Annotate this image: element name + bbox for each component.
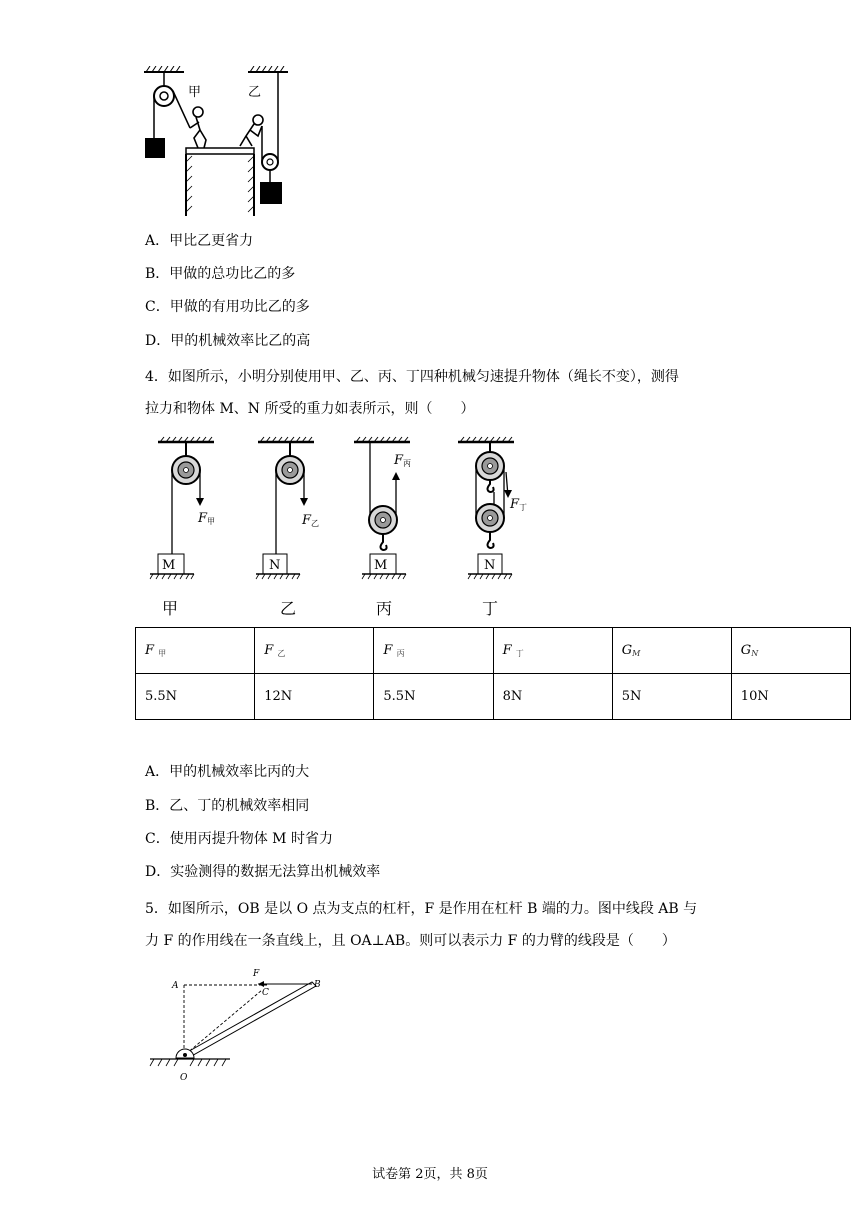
header-cell-f-yi: F $_乙$ bbox=[255, 628, 374, 674]
q3-label-jia: 甲 bbox=[188, 85, 202, 100]
point-o-label: O bbox=[180, 1073, 188, 1083]
q4-force-sub-bing: 丙 bbox=[403, 459, 411, 468]
table-row bbox=[136, 674, 851, 720]
q4-caption-jia: 甲 bbox=[162, 599, 179, 618]
table-cell: 5N bbox=[612, 674, 731, 720]
q4-box-label-ding: N bbox=[484, 558, 496, 573]
header-cell-g-n: $G_N$ bbox=[731, 628, 850, 674]
q4-figure bbox=[140, 432, 540, 622]
q4-force-letter-ding: F bbox=[510, 497, 520, 512]
point-c-label: C bbox=[262, 988, 269, 998]
q4-stem-line1: 4．如图所示，小明分别使用甲、乙、丙、丁四种机械匀速提升物体（绳长不变），测得 bbox=[145, 369, 679, 385]
q3-figure bbox=[140, 66, 300, 218]
q4-caption-yi: 乙 bbox=[280, 599, 297, 618]
q4-force-letter-jia: F bbox=[198, 511, 208, 526]
page-footer: 试卷第 2页，共 8页 bbox=[372, 1167, 488, 1182]
header-cell-f-jia: F $_甲$ bbox=[136, 628, 255, 674]
q4-box-label-bing: M bbox=[374, 558, 388, 573]
q4-box-label-yi: N bbox=[269, 558, 281, 573]
q3-option-d: D．甲的机械效率比乙的高 bbox=[145, 333, 311, 349]
q4-force-sub-yi: 乙 bbox=[311, 519, 319, 528]
header-cell-f-bing: F $_丙$ bbox=[374, 628, 493, 674]
table-cell: 5.5N bbox=[136, 674, 255, 720]
q3-option-c: C．甲做的有用功比乙的多 bbox=[145, 299, 310, 315]
q4-caption-bing: 丙 bbox=[376, 599, 393, 618]
header-cell-f-ding: F $_丁$ bbox=[493, 628, 612, 674]
q4-force-letter-yi: F bbox=[302, 513, 312, 528]
q4-option-b: B．乙、丁的机械效率相同 bbox=[145, 798, 310, 814]
q4-caption-ding: 丁 bbox=[482, 599, 499, 618]
q4-data-table bbox=[135, 627, 851, 720]
q5-stem-line1: 5．如图所示，OB 是以 O 点为支点的杠杆，F 是作用在杠杆 B 端的力。图中线段 AB 与 bbox=[145, 901, 698, 917]
q3-option-b: B．甲做的总功比乙的多 bbox=[145, 266, 296, 282]
q3-label-yi: 乙 bbox=[248, 85, 262, 100]
table-cell: 5.5N bbox=[374, 674, 493, 720]
q5-lever-figure bbox=[140, 962, 340, 1090]
point-a-label: A bbox=[172, 981, 179, 991]
table-header-row bbox=[136, 628, 851, 674]
point-b-label: B bbox=[314, 980, 321, 990]
q4-option-c: C．使用丙提升物体 M 时省力 bbox=[145, 831, 333, 847]
force-f-label: F bbox=[253, 969, 260, 979]
q4-stem-line2: 拉力和物体 M、N 所受的重力如表所示，则（ ） bbox=[145, 401, 475, 417]
header-cell-g-m: $G_M$ bbox=[612, 628, 731, 674]
table-cell: 12N bbox=[255, 674, 374, 720]
q4-option-a: A．甲的机械效率比丙的大 bbox=[145, 764, 310, 780]
table-cell: 10N bbox=[731, 674, 850, 720]
q5-stem-line2: 力 F 的作用线在一条直线上，且 OA⊥AB。则可以表示力 F 的力臂的线段是（ ） bbox=[145, 933, 676, 949]
q4-box-label-jia: M bbox=[162, 558, 176, 573]
q4-force-letter-bing: F bbox=[394, 453, 404, 468]
q4-force-sub-ding: 丁 bbox=[519, 503, 527, 512]
table-cell: 8N bbox=[493, 674, 612, 720]
q4-force-sub-jia: 甲 bbox=[207, 517, 215, 526]
q3-option-a: A．甲比乙更省力 bbox=[145, 233, 254, 249]
q4-option-d: D．实验测得的数据无法算出机械效率 bbox=[145, 864, 381, 880]
